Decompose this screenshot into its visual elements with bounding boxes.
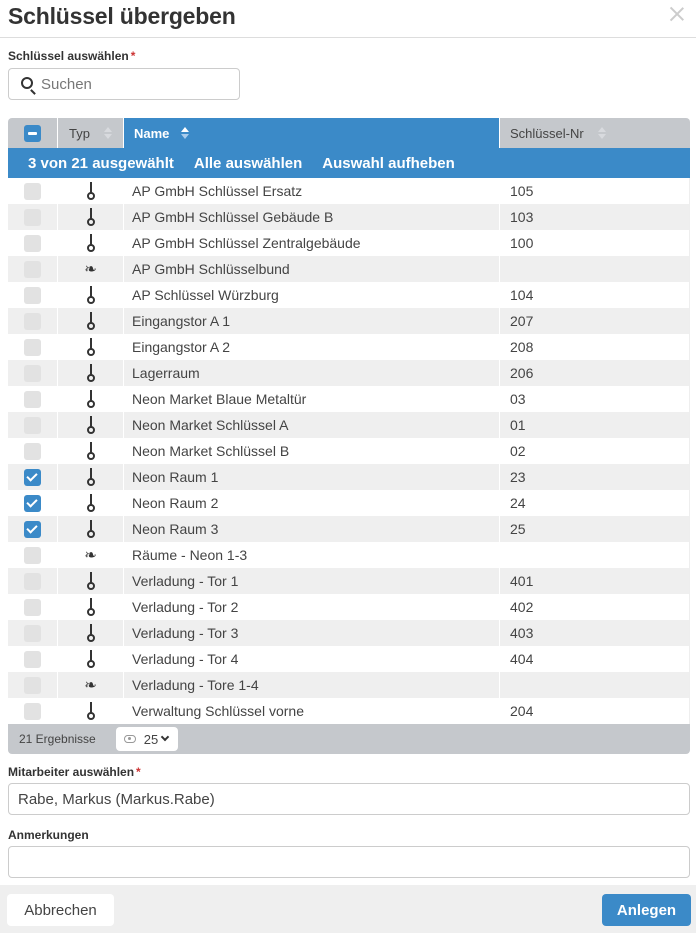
name-cell: Eingangstor A 1 bbox=[124, 308, 500, 334]
table-row[interactable] bbox=[8, 568, 690, 594]
row-checkbox[interactable] bbox=[24, 573, 41, 590]
required-mark: * bbox=[136, 765, 141, 779]
nr-cell bbox=[500, 672, 689, 698]
dialog-header bbox=[0, 0, 696, 38]
row-checkbox[interactable] bbox=[24, 703, 41, 720]
column-nr-label: Schlüssel-Nr bbox=[510, 125, 584, 141]
nr-cell: 402 bbox=[510, 599, 534, 615]
row-select-cell[interactable] bbox=[8, 412, 58, 438]
nr-cell: 207 bbox=[510, 313, 534, 329]
name-cell: Neon Raum 3 bbox=[124, 516, 500, 542]
key-icon bbox=[86, 520, 96, 538]
row-select-cell[interactable] bbox=[8, 308, 58, 334]
employee-field-label bbox=[8, 765, 141, 779]
table-row[interactable] bbox=[8, 542, 690, 568]
type-cell bbox=[58, 282, 124, 308]
name-cell: Verladung - Tor 1 bbox=[124, 568, 500, 594]
name-cell: Verladung - Tor 3 bbox=[124, 620, 500, 646]
row-select-cell[interactable] bbox=[8, 464, 58, 490]
key-icon bbox=[86, 286, 96, 304]
nr-cell: 23 bbox=[510, 469, 526, 485]
name-cell: Lagerraum bbox=[124, 360, 500, 386]
employee-label-text: Mitarbeiter auswählen bbox=[8, 765, 135, 779]
table-row[interactable] bbox=[8, 360, 690, 386]
row-checkbox[interactable] bbox=[24, 521, 41, 538]
row-checkbox[interactable] bbox=[24, 677, 41, 694]
name-cell: Eingangstor A 2 bbox=[124, 334, 500, 360]
table-footer bbox=[8, 724, 690, 754]
clear-selection-link[interactable]: Auswahl aufheben bbox=[322, 154, 455, 172]
key-icon bbox=[86, 182, 96, 200]
name-cell: Neon Market Schlüssel A bbox=[124, 412, 500, 438]
type-cell bbox=[58, 516, 124, 542]
header-select-all[interactable] bbox=[8, 118, 58, 148]
row-select-cell[interactable] bbox=[8, 542, 58, 568]
employee-select[interactable] bbox=[8, 783, 690, 815]
table-row[interactable] bbox=[8, 516, 690, 542]
type-cell bbox=[58, 256, 124, 282]
type-cell bbox=[58, 438, 124, 464]
table-row[interactable] bbox=[8, 230, 690, 256]
dialog-title: Schlüssel übergeben bbox=[8, 3, 236, 29]
type-cell bbox=[58, 490, 124, 516]
row-select-cell[interactable] bbox=[8, 438, 58, 464]
table-row[interactable] bbox=[8, 594, 690, 620]
key-icon bbox=[86, 390, 96, 408]
table-row[interactable] bbox=[8, 386, 690, 412]
nr-cell bbox=[500, 256, 689, 282]
row-checkbox[interactable] bbox=[24, 469, 41, 486]
row-select-cell[interactable] bbox=[8, 516, 58, 542]
name-cell: Neon Market Blaue Metaltür bbox=[124, 386, 500, 412]
results-count: 21 Ergebnisse bbox=[19, 732, 96, 746]
name-cell: Neon Market Schlüssel B bbox=[124, 438, 500, 464]
row-checkbox[interactable] bbox=[24, 547, 41, 564]
row-select-cell[interactable] bbox=[8, 698, 58, 724]
dialog-footer bbox=[0, 885, 696, 933]
table-body bbox=[8, 178, 690, 724]
nr-cell: 103 bbox=[510, 209, 534, 225]
name-cell: AP GmbH Schlüssel Gebäude B bbox=[124, 204, 500, 230]
key-icon bbox=[86, 442, 96, 460]
type-cell bbox=[58, 672, 124, 698]
selection-bar bbox=[8, 148, 690, 178]
table-header bbox=[8, 118, 690, 148]
required-mark: * bbox=[130, 49, 136, 63]
name-cell: Verladung - Tore 1-4 bbox=[124, 672, 500, 698]
notes-field-label bbox=[8, 828, 89, 842]
nr-cell: 01 bbox=[510, 417, 526, 433]
nr-cell: 02 bbox=[510, 443, 526, 459]
nr-cell: 403 bbox=[510, 625, 534, 641]
row-select-cell[interactable] bbox=[8, 204, 58, 230]
key-icon bbox=[86, 598, 96, 616]
key-icon bbox=[86, 572, 96, 590]
key-icon bbox=[86, 702, 96, 720]
row-checkbox[interactable] bbox=[24, 235, 41, 252]
type-cell bbox=[58, 308, 124, 334]
row-checkbox[interactable] bbox=[24, 651, 41, 668]
name-cell: AP GmbH Schlüsselbund bbox=[124, 256, 500, 282]
search-icon bbox=[21, 77, 33, 89]
search-box[interactable] bbox=[8, 68, 240, 100]
row-select-cell[interactable] bbox=[8, 360, 58, 386]
save-button[interactable]: Anlegen bbox=[602, 894, 691, 926]
column-name-label: Name bbox=[134, 125, 170, 141]
type-cell bbox=[58, 230, 124, 256]
nr-cell: 208 bbox=[510, 339, 534, 355]
row-select-cell[interactable] bbox=[8, 672, 58, 698]
key-icon bbox=[86, 416, 96, 434]
row-checkbox[interactable] bbox=[24, 495, 41, 512]
row-checkbox[interactable] bbox=[24, 287, 41, 304]
row-checkbox[interactable] bbox=[24, 443, 41, 460]
row-checkbox[interactable] bbox=[24, 625, 41, 642]
table-row[interactable] bbox=[8, 412, 690, 438]
type-cell bbox=[58, 178, 124, 204]
name-cell: Neon Raum 2 bbox=[124, 490, 500, 516]
key-icon bbox=[86, 312, 96, 330]
name-cell: Verwaltung Schlüssel vorne bbox=[124, 698, 500, 724]
table-row[interactable] bbox=[8, 646, 690, 672]
notes-input[interactable] bbox=[8, 846, 690, 878]
key-icon bbox=[86, 494, 96, 512]
sort-asc-icon bbox=[181, 127, 189, 139]
row-checkbox[interactable] bbox=[24, 339, 41, 356]
keys-table bbox=[8, 118, 690, 754]
table-row[interactable] bbox=[8, 698, 690, 724]
type-cell bbox=[58, 360, 124, 386]
type-cell bbox=[58, 646, 124, 672]
row-checkbox[interactable] bbox=[24, 365, 41, 382]
name-cell: Verladung - Tor 4 bbox=[124, 646, 500, 672]
row-select-cell[interactable] bbox=[8, 230, 58, 256]
nr-cell: 204 bbox=[510, 703, 534, 719]
type-cell bbox=[58, 698, 124, 724]
sort-icon bbox=[598, 127, 606, 139]
search-input[interactable] bbox=[41, 69, 231, 99]
key-bunch-icon: ❧ bbox=[84, 546, 97, 564]
table-row[interactable] bbox=[8, 204, 690, 230]
row-select-cell[interactable] bbox=[8, 386, 58, 412]
table-row[interactable] bbox=[8, 178, 690, 204]
row-checkbox[interactable] bbox=[24, 313, 41, 330]
nr-cell bbox=[500, 542, 689, 568]
key-icon bbox=[86, 468, 96, 486]
column-header-typ[interactable] bbox=[58, 118, 124, 148]
select-all-checkbox[interactable] bbox=[24, 125, 41, 142]
type-cell bbox=[58, 464, 124, 490]
row-select-cell[interactable] bbox=[8, 646, 58, 672]
row-select-cell[interactable] bbox=[8, 594, 58, 620]
type-cell bbox=[58, 386, 124, 412]
table-row[interactable] bbox=[8, 308, 690, 334]
row-select-cell[interactable] bbox=[8, 620, 58, 646]
page-size-value: 25 bbox=[143, 731, 159, 747]
row-select-cell[interactable] bbox=[8, 178, 58, 204]
nr-cell: 100 bbox=[510, 235, 534, 251]
row-select-cell[interactable] bbox=[8, 568, 58, 594]
eye-icon bbox=[124, 735, 136, 743]
row-checkbox[interactable] bbox=[24, 209, 41, 226]
row-checkbox[interactable] bbox=[24, 183, 41, 200]
table-row[interactable] bbox=[8, 464, 690, 490]
type-cell bbox=[58, 542, 124, 568]
table-row[interactable] bbox=[8, 672, 690, 698]
close-icon[interactable] bbox=[668, 5, 686, 23]
column-header-name[interactable] bbox=[124, 118, 500, 148]
table-row[interactable] bbox=[8, 438, 690, 464]
column-typ-label: Typ bbox=[69, 125, 90, 141]
name-cell: AP GmbH Schlüssel Zentralgebäude bbox=[124, 230, 500, 256]
table-row[interactable] bbox=[8, 490, 690, 516]
select-all-link[interactable]: Alle auswählen bbox=[193, 154, 303, 172]
name-cell: Verladung - Tor 2 bbox=[124, 594, 500, 620]
nr-cell: 104 bbox=[510, 287, 534, 303]
key-icon bbox=[86, 208, 96, 226]
row-checkbox[interactable] bbox=[24, 261, 41, 278]
key-icon bbox=[86, 624, 96, 642]
key-icon bbox=[86, 364, 96, 382]
type-cell bbox=[58, 620, 124, 646]
table-row[interactable] bbox=[8, 282, 690, 308]
key-icon bbox=[86, 234, 96, 252]
key-icon bbox=[86, 650, 96, 668]
nr-cell: 03 bbox=[510, 391, 526, 407]
row-select-cell[interactable] bbox=[8, 490, 58, 516]
nr-cell: 105 bbox=[510, 183, 534, 199]
keys-label-text: Schlüssel auswählen bbox=[8, 49, 129, 63]
selection-count: 3 von 21 ausgewählt bbox=[28, 154, 174, 172]
type-cell bbox=[58, 334, 124, 360]
keys-field-label bbox=[8, 49, 135, 63]
type-cell bbox=[58, 568, 124, 594]
table-row[interactable] bbox=[8, 256, 690, 282]
nr-cell: 206 bbox=[510, 365, 534, 381]
column-header-nr[interactable] bbox=[500, 118, 690, 148]
row-checkbox[interactable] bbox=[24, 391, 41, 408]
nr-cell: 25 bbox=[510, 521, 526, 537]
employee-value: Rabe, Markus (Markus.Rabe) bbox=[18, 790, 215, 808]
key-icon bbox=[86, 338, 96, 356]
type-cell bbox=[58, 594, 124, 620]
nr-cell: 24 bbox=[510, 495, 526, 511]
type-cell bbox=[58, 204, 124, 230]
name-cell: Räume - Neon 1-3 bbox=[124, 542, 500, 568]
table-row[interactable] bbox=[8, 334, 690, 360]
row-select-cell[interactable] bbox=[8, 256, 58, 282]
notes-label-text: Anmerkungen bbox=[8, 828, 89, 842]
cancel-button[interactable]: Abbrechen bbox=[7, 894, 114, 926]
nr-cell: 401 bbox=[510, 573, 534, 589]
type-cell bbox=[58, 412, 124, 438]
name-cell: AP Schlüssel Würzburg bbox=[124, 282, 500, 308]
nr-cell: 404 bbox=[510, 651, 534, 667]
row-checkbox[interactable] bbox=[24, 417, 41, 434]
name-cell: Neon Raum 1 bbox=[124, 464, 500, 490]
row-select-cell[interactable] bbox=[8, 282, 58, 308]
row-select-cell[interactable] bbox=[8, 334, 58, 360]
chevron-down-icon bbox=[161, 733, 169, 741]
key-bunch-icon: ❧ bbox=[84, 676, 97, 694]
page-size-select[interactable] bbox=[116, 727, 178, 751]
table-row[interactable] bbox=[8, 620, 690, 646]
sort-icon bbox=[104, 127, 112, 139]
name-cell: AP GmbH Schlüssel Ersatz bbox=[124, 178, 500, 204]
row-checkbox[interactable] bbox=[24, 599, 41, 616]
key-bunch-icon: ❧ bbox=[84, 260, 97, 278]
